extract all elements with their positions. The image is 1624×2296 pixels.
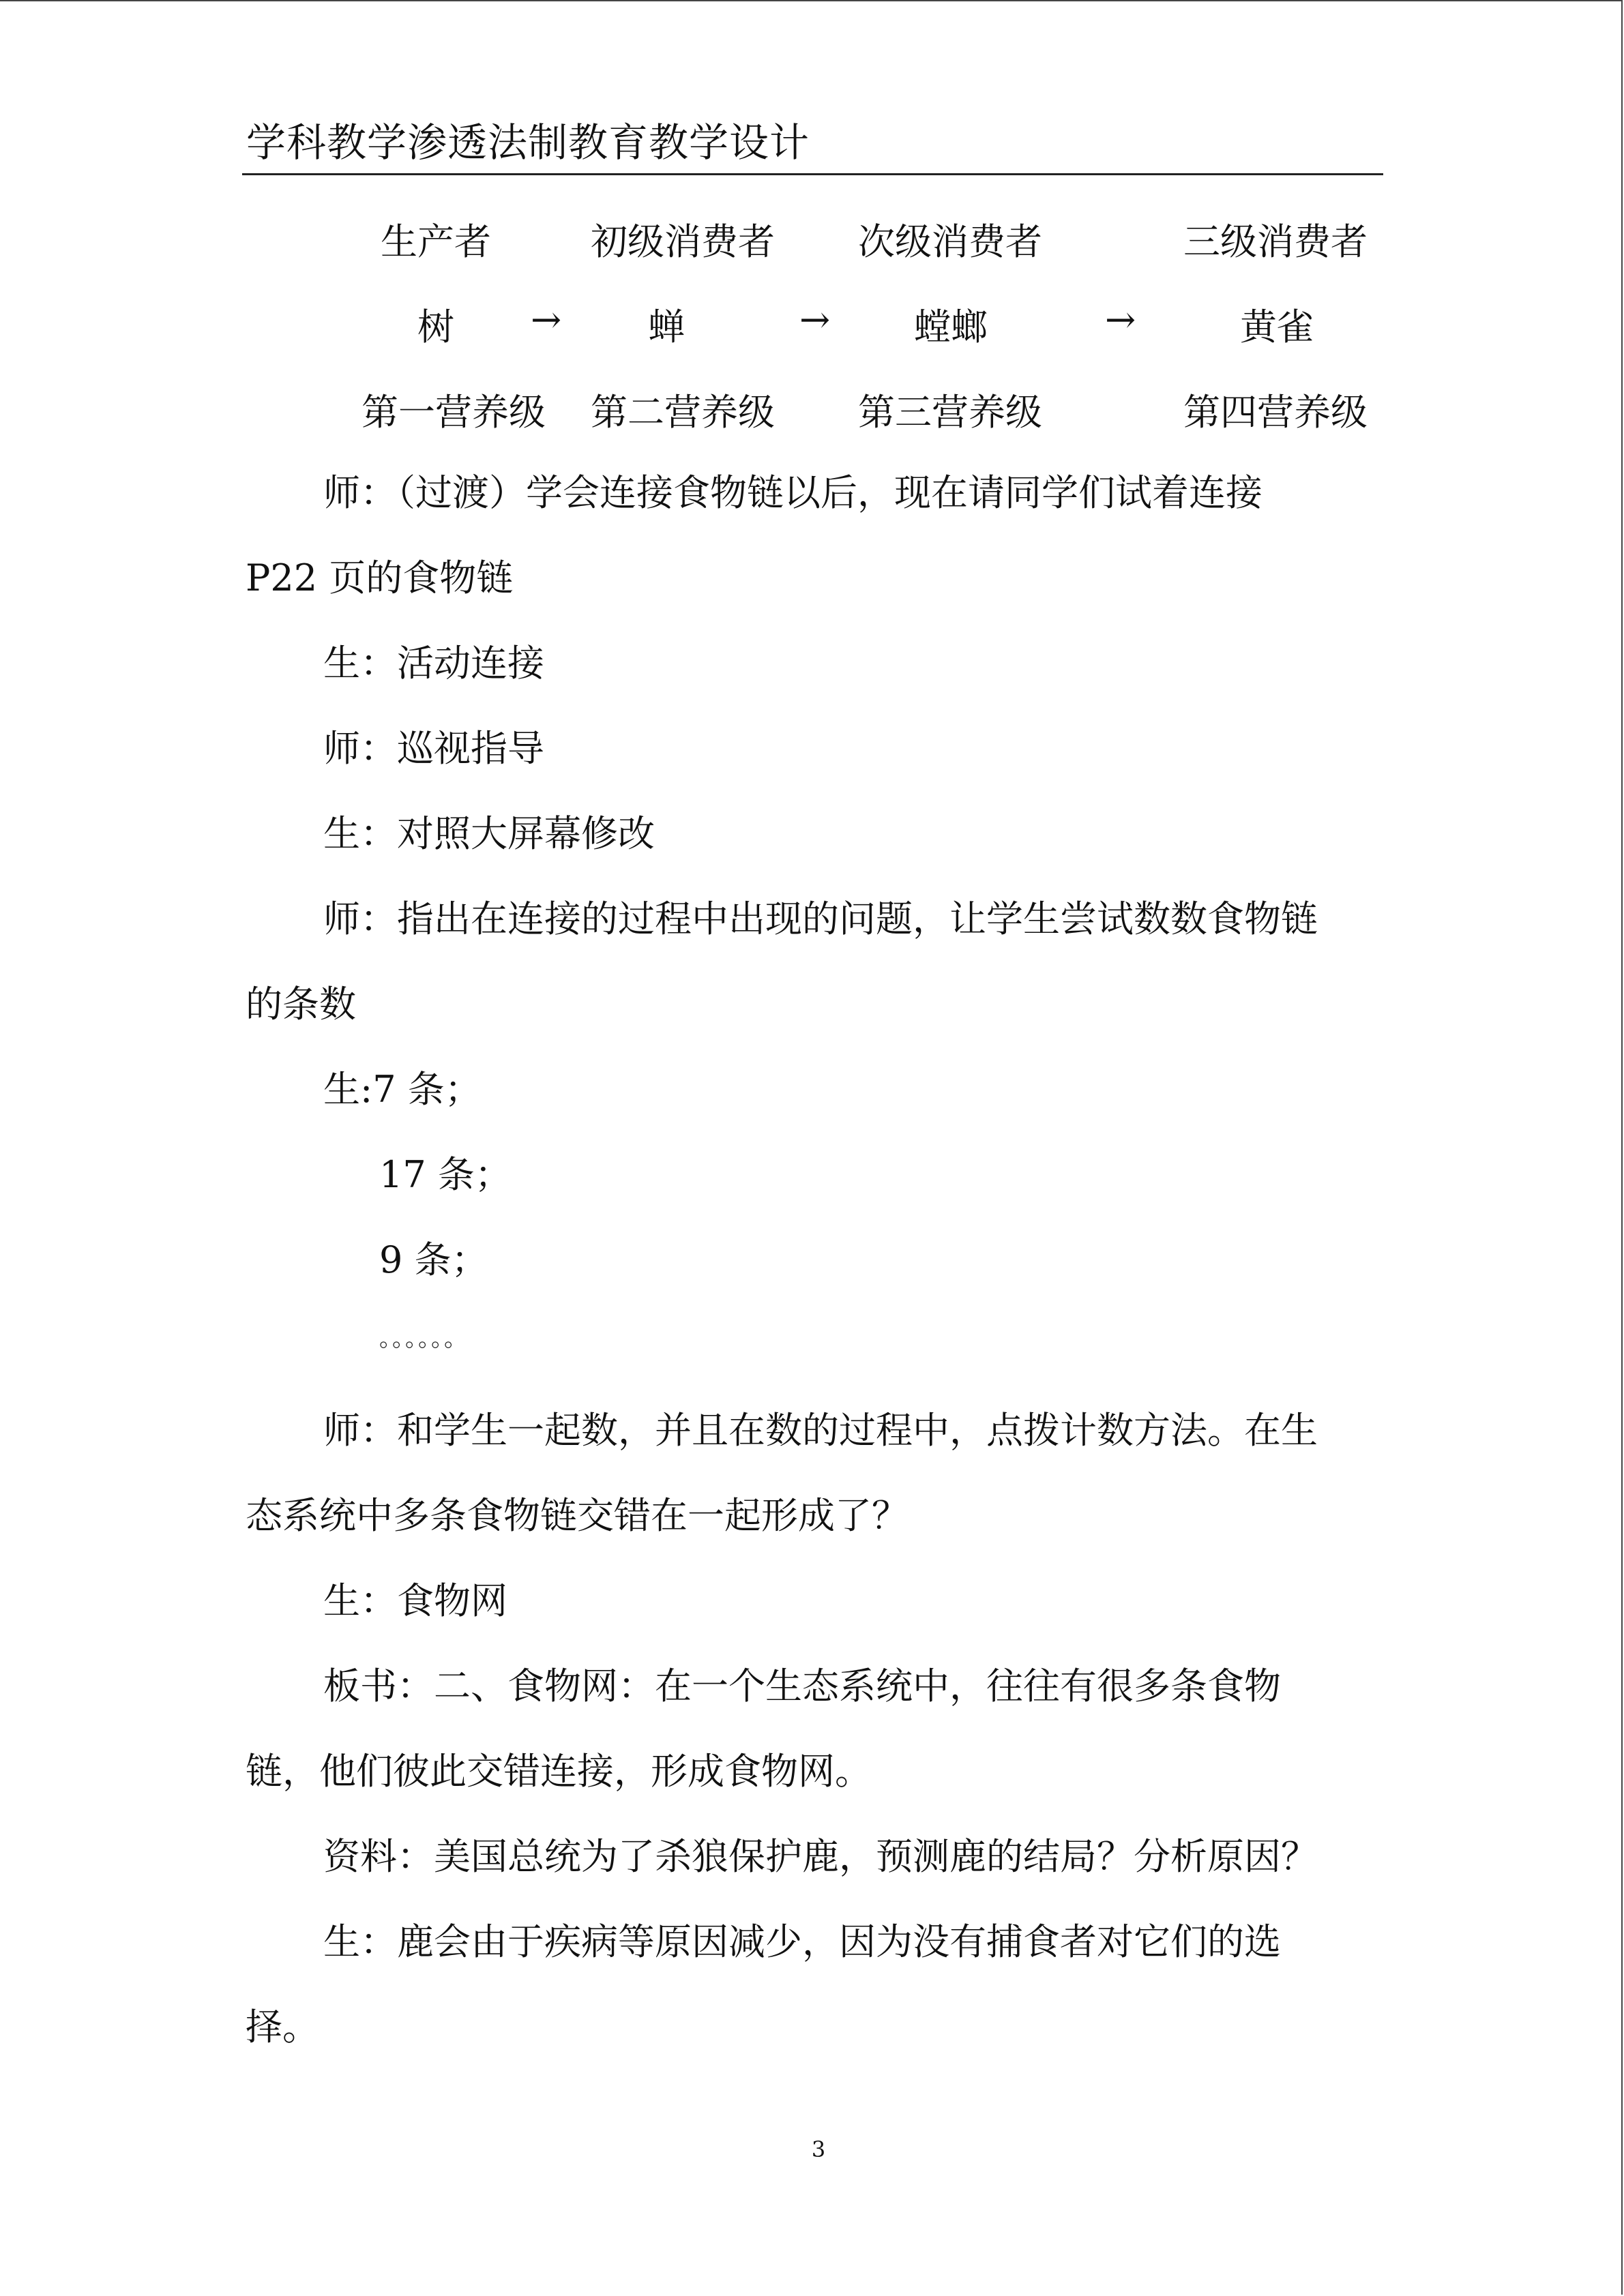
text-line: 板书：二、食物网：在一个生态系统中，往往有很多条食物 [323, 1665, 1281, 1708]
text-line: 的条数 [246, 983, 356, 1026]
text-line: 师：和学生一起数，并且在数的过程中，点拨计数方法。在生 [323, 1409, 1318, 1452]
text-line: 态系统中多条食物链交错在一起形成了？ [246, 1494, 909, 1537]
chain-organism-mantis: 螳螂 [914, 305, 988, 348]
chain-level-2: 第二营养级 [591, 391, 775, 434]
chain-role-tertiary-consumer: 三级消费者 [1183, 220, 1368, 263]
text-line: 链，他们彼此交错连接，形成食物网。 [246, 1750, 872, 1793]
ellipsis-line: 。。。。。。 [379, 1325, 469, 1352]
chain-levels-row [0, 383, 1624, 438]
text-line: 资料：美国总统为了杀狼保护鹿，预测鹿的结局？分析原因？ [323, 1835, 1318, 1878]
chain-role-producer: 生产者 [381, 220, 491, 263]
page-header [242, 116, 1383, 175]
text-line: 生:7 条； [323, 1068, 482, 1111]
chain-arrow-1: → [531, 298, 562, 341]
chain-organism-tree: 树 [417, 305, 454, 348]
text-line: 师：巡视指导 [323, 727, 544, 770]
text-line: 师：（过渡）学会连接食物链以后，现在请同学们试着连接 [323, 471, 1263, 514]
chain-arrow-3: → [1105, 298, 1136, 341]
chain-organisms-row [0, 298, 1624, 353]
chain-role-primary-consumer: 初级消费者 [591, 220, 775, 263]
text-line: 生：对照大屏幕修改 [323, 812, 655, 855]
text-line: P22 页的食物链 [246, 556, 514, 599]
text-line: 17 条； [379, 1153, 512, 1196]
chain-level-4: 第四营养级 [1183, 391, 1368, 434]
chain-level-3: 第三营养级 [858, 391, 1042, 434]
text-line: 择。 [246, 2006, 319, 2048]
chain-organism-oriole: 黄雀 [1240, 305, 1314, 348]
chain-organism-cicada: 蝉 [648, 305, 685, 348]
chain-level-1: 第一营养级 [361, 391, 546, 434]
header-title: 学科教学渗透法制教育教学设计 [246, 119, 810, 166]
text-line: 生：活动连接 [323, 642, 544, 685]
chain-role-secondary-consumer: 次级消费者 [858, 220, 1042, 263]
text-line: 9 条； [379, 1238, 488, 1281]
chain-arrow-2: → [799, 298, 831, 341]
text-line: 生：鹿会由于疾病等原因减少，因为没有捕食者对它们的选 [323, 1920, 1281, 1963]
chain-roles-row [0, 213, 1624, 267]
page-number: 3 [811, 2136, 826, 2162]
text-line: 生：食物网 [323, 1579, 507, 1622]
text-line: 师：指出在连接的过程中出现的问题，让学生尝试数数食物链 [323, 897, 1318, 940]
